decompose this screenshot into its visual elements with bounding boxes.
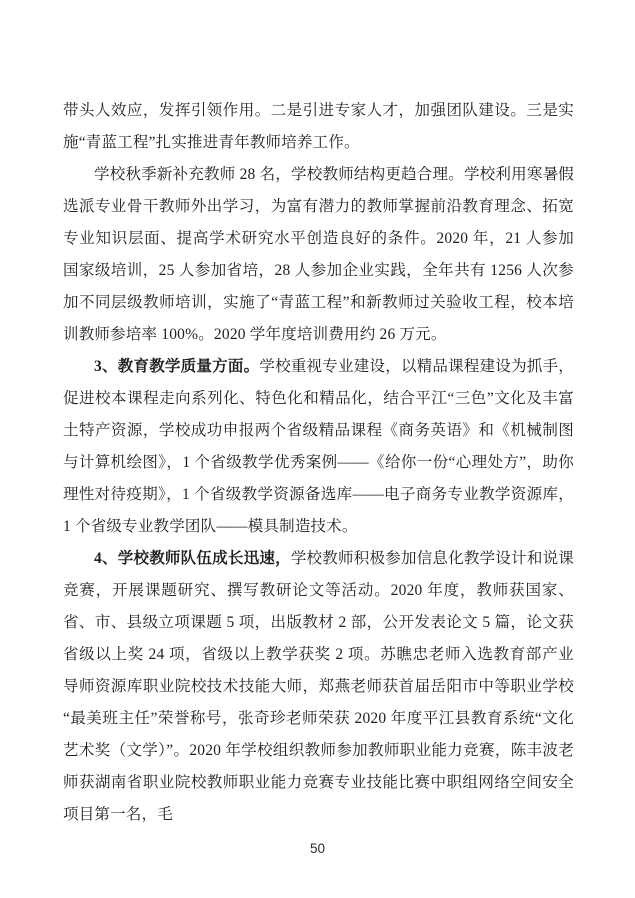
- page-body-text: [63, 95, 574, 831]
- paragraph-heading-run: 3、教育教学质量方面。: [94, 358, 260, 375]
- paragraph-text-run: 学校重视专业建设，以精品课程建设为抓手，促进校本课程走向系列化、特色化和精品化，结合平江“三色”文化及丰富土特产资源，学校成功申报两个省级精品课程《商务英语》和《机械制图与计算机绘图》，1 个省级教学优秀案例——《给你一份“心理处方”，助你理性对待疫期》，1 个省级教学资源备选库——电子商务专业教学资源库，1 个省级专业教学团队——模具制造技术。: [63, 358, 574, 535]
- paragraph: [63, 95, 574, 159]
- page-number: 50: [309, 841, 326, 856]
- paragraph-text-run: 学校教师积极参加信息化教学设计和说课竞赛，开展课题研究、撰写教研论文等活动。2020 年度，教师获国家、省、市、县级立项课题 5 项，出版教材 2 部，公开发表论文 5 篇，论文获省级以上奖 24 项，省级以上教学获奖 2 项。苏瞧忠老师入选教育部产业导师资源库职业院校技术技能大师，郑燕老师获首届岳阳市中等职业学校“最美班主任”荣誉称号，张奇珍老师荣获 2020 年度平江县教育系统“文化艺术奖（文学）”。2020 年学校组织教师参加教师职业能力竞赛，陈丰波老师获湖南省职业院校教师职业能力竞赛专业技能比赛中职组网络空间安全项目第一名，毛: [63, 550, 574, 823]
- paragraph: [63, 159, 574, 351]
- paragraph-text-run: 学校秋季新补充教师 28 名，学校教师结构更趋合理。学校利用寒暑假选派专业骨干教师外出学习，为富有潜力的教师掌握前沿教育理念、拓宽专业知识层面、提高学术研究水平创造良好的条件。2020 年，21 人参加国家级培训，25 人参加省培，28 人参加企业实践，全年共有 1256 人次参加不同层级教师培训，实施了“青蓝工程”和新教师过关验收工程，校本培训教师参培率 100%。2020 学年度培训费用约 26 万元。: [63, 166, 574, 343]
- paragraph-text-run: 带头人效应，发挥引领作用。二是引进专家人才，加强团队建设。三是实施“青蓝工程”扎实推进青年教师培养工作。: [63, 102, 574, 151]
- paragraph: [63, 543, 574, 831]
- paragraph: [63, 351, 574, 543]
- paragraph-heading-run: 4、学校教师队伍成长迅速，: [94, 550, 291, 567]
